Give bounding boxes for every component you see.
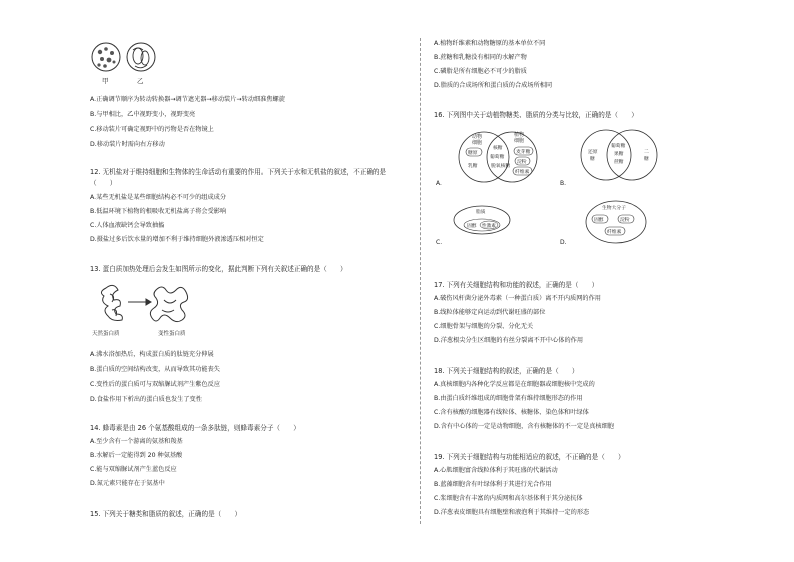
q16-figure-c — [434, 198, 554, 248]
q17-stem: 17. 下列有关细胞结构和功能的叙述，正确的是（ ） — [434, 281, 599, 289]
q15-option-a: A.植物纤维素和动物糖原的基本单位不同 — [434, 40, 546, 47]
q18-option-d: D.含有中心体的一定是动物细胞，含有核糖体的不一定是真核细胞 — [434, 423, 614, 430]
q15-option-b: B.蔗糖和乳糖没有相同的水解产物 — [434, 54, 527, 61]
q13-option-c: C.变性后的蛋白质可与双缩脲试剂产生紫色反应 — [90, 381, 221, 388]
q16-figure-d — [560, 198, 680, 248]
q12-stem-line2: （ ） — [90, 179, 117, 187]
svg-text:葡萄糖: 葡萄糖 — [611, 144, 626, 149]
svg-text:脱氧核糖: 脱氧核糖 — [491, 164, 511, 169]
q17-option-a: A.破伤风杆菌分泌外毒素（一种蛋白质）离不开内质网的作用 — [434, 295, 601, 302]
q12-stem-line1: 12. 无机盐对于维持细胞和生物体的生命活动有重要的作用。下列关于水和无机盐的叙述，不正确的是 — [90, 168, 387, 176]
svg-text:果糖: 果糖 — [614, 152, 624, 157]
svg-text:糖: 糖 — [644, 157, 649, 162]
q19-option-b: B.蓝藻细胞含有叶绿体利于其进行光合作用 — [434, 481, 552, 488]
q13-option-d: D.食盐作用下析出的蛋白质也发生了变性 — [90, 396, 202, 403]
svg-text:动物: 动物 — [472, 134, 483, 140]
svg-text:细胞: 细胞 — [472, 140, 483, 146]
svg-text:纤维素: 纤维素 — [607, 230, 622, 235]
q19-option-c: C.浆细胞含有丰富的内质网和高尔基体利于其分泌抗体 — [434, 495, 583, 502]
svg-text:纤维素: 纤维素 — [515, 170, 530, 175]
svg-text:A.: A. — [436, 180, 442, 187]
q18-option-a: A.真核细胞内各种化学反应都是在细胞器或细胞核中完成的 — [434, 381, 595, 388]
right-column — [420, 0, 794, 562]
protein-denature-figure — [92, 280, 222, 340]
q15-stem: 15. 下列关于糖类和脂质的叙述，正确的是（ ） — [90, 510, 242, 518]
q12-option-a: A.某些无机盐是某些细胞结构必不可少的组成成分 — [90, 194, 227, 201]
q11-option-a: A.正确调节顺序为转动转换器→调节遮光器→移动装片→转动细准焦螺旋 — [90, 96, 285, 103]
q14-option-a: A.至少含有一个游离的氨基和羧基 — [90, 438, 183, 445]
svg-text:淀粉: 淀粉 — [517, 160, 527, 165]
q15-option-c: C.磷脂是所有细胞必不可少的脂质 — [434, 68, 527, 75]
fig-label-jia: 甲 — [102, 77, 109, 85]
svg-text:固醇: 固醇 — [594, 218, 604, 223]
svg-text:细胞: 细胞 — [514, 138, 525, 144]
q13-option-a: A.沸水浴加热后，构成蛋白质的肽链充分伸展 — [90, 351, 214, 358]
q17-option-c: C.细胞骨架与细胞的分裂、分化无关 — [434, 323, 534, 330]
q14-option-d: D.氮元素只能存在于氨基中 — [90, 480, 165, 487]
svg-text:蔗糖: 蔗糖 — [614, 160, 624, 165]
q11-option-b: B.与甲相比，乙中视野变小，视野变亮 — [90, 111, 196, 118]
svg-text:固醇: 固醇 — [467, 224, 477, 229]
svg-text:淀粉: 淀粉 — [620, 218, 630, 223]
microscope-figure — [90, 40, 170, 85]
svg-text:还原: 还原 — [588, 150, 598, 155]
svg-text:二: 二 — [644, 150, 649, 155]
q11-option-d: D.移动装片时需向右方移动 — [90, 141, 165, 148]
svg-text:B.: B. — [560, 180, 567, 187]
denatured-chain — [150, 287, 187, 322]
fig-native-protein: 天然蛋白质 — [92, 331, 120, 337]
fig-denatured-protein: 变性蛋白质 — [158, 331, 186, 337]
q18-option-c: C.含有核酸的细胞器有线粒体、核糖体、染色体和叶绿体 — [434, 409, 589, 416]
q16-stem: 16. 下列图中关于动植物糖类、脂质的分类与比较，正确的是（ ） — [434, 111, 638, 119]
q12-option-b: B.低温环境下植物的根吸收无机盐离子将会受影响 — [90, 208, 227, 215]
q12-option-d: D.摄盐过多后饮水量的增加不利于维持细胞外液渗透压相对恒定 — [90, 236, 264, 243]
q19-option-d: D.洋葱表皮细胞具有细胞壁和液泡利于其维持一定的形态 — [434, 509, 590, 516]
q14-option-b: B.水解后一定能得到 20 种氨基酸 — [90, 452, 183, 459]
q19-stem: 19. 下列关于细胞结构与功能相适应的叙述，不正确的是（ ） — [434, 453, 625, 461]
q12-option-c: C.人体血液缺钙会导致抽搐 — [90, 222, 165, 229]
q15-option-d: D.脂质的合成场所和蛋白质的合成场所相同 — [434, 82, 553, 89]
svg-text:糖: 糖 — [590, 157, 595, 162]
q11-option-c: C.移动装片可确定视野中的污物是否在物镜上 — [90, 126, 214, 133]
svg-text:麦芽糖: 麦芽糖 — [516, 150, 531, 155]
svg-text:核糖: 核糖 — [493, 146, 503, 151]
svg-text:C.: C. — [436, 239, 443, 246]
svg-text:葡萄糖: 葡萄糖 — [490, 155, 505, 160]
q13-stem: 13. 蛋白质加热处理后会发生如图所示的变化，据此判断下列有关叙述正确的是（ ） — [90, 265, 347, 273]
svg-text:D.: D. — [560, 239, 567, 246]
q17-option-b: B.线粒体能够定向运动到代谢旺盛的部位 — [434, 309, 546, 316]
svg-text:糖原: 糖原 — [468, 151, 478, 156]
q17-option-d: D.洋葱根尖分生区细胞的有丝分裂离不开中心体的作用 — [434, 337, 584, 344]
q13-option-b: B.蛋白质的空间结构改变，从而导致其功能丧失 — [90, 366, 220, 373]
svg-text:生物大分子: 生物大分子 — [602, 206, 626, 211]
svg-text:乳糖: 乳糖 — [468, 164, 478, 169]
svg-text:植物: 植物 — [514, 132, 525, 138]
q16-figure-a — [434, 125, 554, 189]
q16-figure-b — [560, 125, 680, 189]
q19-option-a: A.心肌细胞富含线粒体利于其旺盛的代谢活动 — [434, 467, 558, 474]
q18-option-b: B.由蛋白质纤维组成的细胞骨架有维持细胞形态的作用 — [434, 395, 583, 402]
svg-text:脂质: 脂质 — [476, 210, 486, 215]
fig-label-yi: 乙 — [137, 77, 144, 85]
svg-text:性激素: 性激素 — [482, 224, 496, 229]
q18-stem: 18. 下列关于细胞结构的叙述，正确的是（ ） — [434, 367, 579, 375]
q14-option-c: C.能与双缩脲试剂产生蓝色反应 — [90, 466, 177, 473]
q14-stem: 14. 蜂毒素是由 26 个氨基酸组成的一条多肽链，则蜂毒素分子（ ） — [90, 424, 300, 432]
